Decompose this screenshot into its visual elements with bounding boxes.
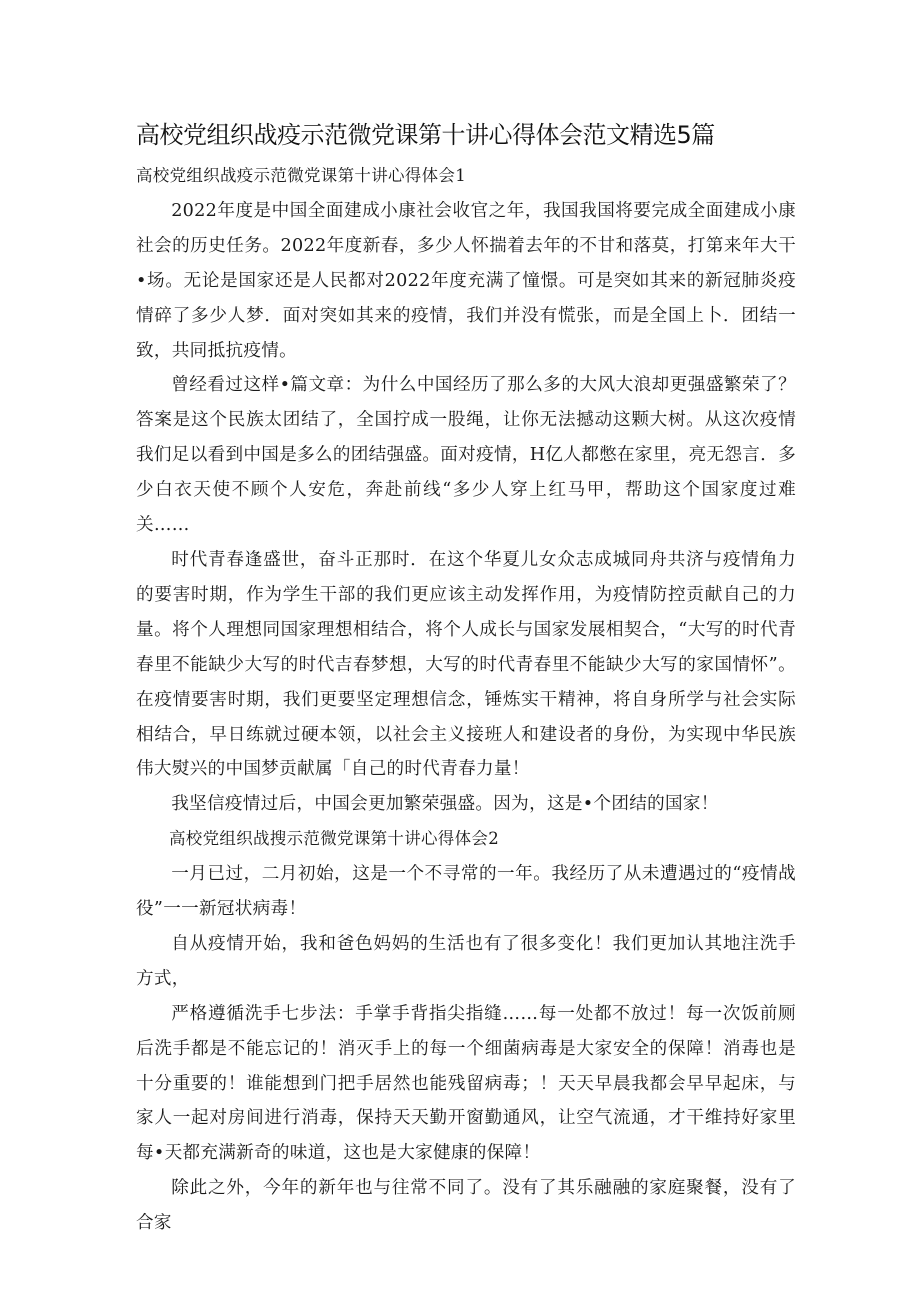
paragraph: 一月已过，二月初始，这是一个不寻常的一年。我经历了从未遭遇过的“疫情战役”一一新冠状病毒！ bbox=[136, 864, 796, 920]
document-title: 高校党组织战疫示范微党课第十讲心得体会范文精选5篇 bbox=[136, 121, 715, 149]
paragraph: 时代青春逢盛世，奋斗正那时．在这个华夏儿女众志成城同舟共济与疫情角力的要害时期，作为学生干部的我们更应该主动发挥作用，为疫情防控贡献自己的力量。将个人理想同国家理想相结合，将个人成长与国家发展相契合，“大写的时代青春里不能缺少大写的时代吉春梦想，大写的时代青春里不能缺少大写的家国情怀”。在疫情要害时期，我们更要坚定理想信念，锤炼实干精神，将自身所学与社会实际相结合，早日练就过硬本领，以社会主义接班人和建设者的身份，为实现中华民族伟大熨兴的中国梦贡献属「自己的时代青春力量！ bbox=[136, 549, 796, 780]
document-body bbox=[136, 159, 796, 1241]
section-heading-1: 高校党组织战疫示范微党课第十讲心得体会1 bbox=[136, 166, 466, 185]
section-heading-2: 高校党组织战搜示范微党课第十讲心得体会2 bbox=[169, 829, 499, 849]
paragraph: 曾经看过这样•篇文章：为什么中国经历了那么多的大风大浪却更强盛繁荣了？答案是这个民族太团结了，全国拧成一股绳，让你无法撼动这颗大树。从这次疫情我们足以看到中国是多么的团结强盛。面对疫情，H亿人都憋在家里，亮无怨言．多少白衣天使不顾个人安危，奔赴前线“多少人穿上红马甲，帮助这个国家度过难关…… bbox=[136, 375, 796, 536]
paragraph: 自从疫情开始，我和爸色妈妈的生活也有了很多变化！我们更加认其地注洗手方式， bbox=[136, 933, 796, 989]
paragraph: 除此之外，今年的新年也与往常不同了。没有了其乐融融的家庭聚餐，没有了合家 bbox=[136, 1178, 796, 1234]
paragraph: 2022年度是中国全面建成小康社会收官之年，我国我国将要完成全面建成小康社会的历史任务。2022年度新春，多少人怀揣着去年的不甘和落莫，打第来年大干•场。无论是国家还是人民都对2022年度充满了憧憬。可是突如其来的新冠肺炎疫情碎了多少人梦．面对突如其来的疫情，我们并没有慌张，而是全国上卜．团结一致，共同抵抗疫情。 bbox=[136, 200, 796, 361]
paragraph: 我坚信疫情过后，中国会更加繁荣强盛。因为，这是•个团结的国家！ bbox=[171, 794, 719, 815]
paragraph: 严格遵循洗手七步法：手掌手背指尖指缝……每一处都不放过！每一次饭前厕后洗手都是不能忘记的！消灭手上的每一个细菌病毒是大家安全的保障！消毒也是十分重要的！谁能想到门把手居然也能残留病毒；！天天早晨我都会早早起床，与家人一起对房间进行消毒，保持天天勤开窗勤通风，让空气流通，才干维持好家里每•天都充满新奇的味道，这也是大家健康的保障！ bbox=[136, 1003, 796, 1164]
